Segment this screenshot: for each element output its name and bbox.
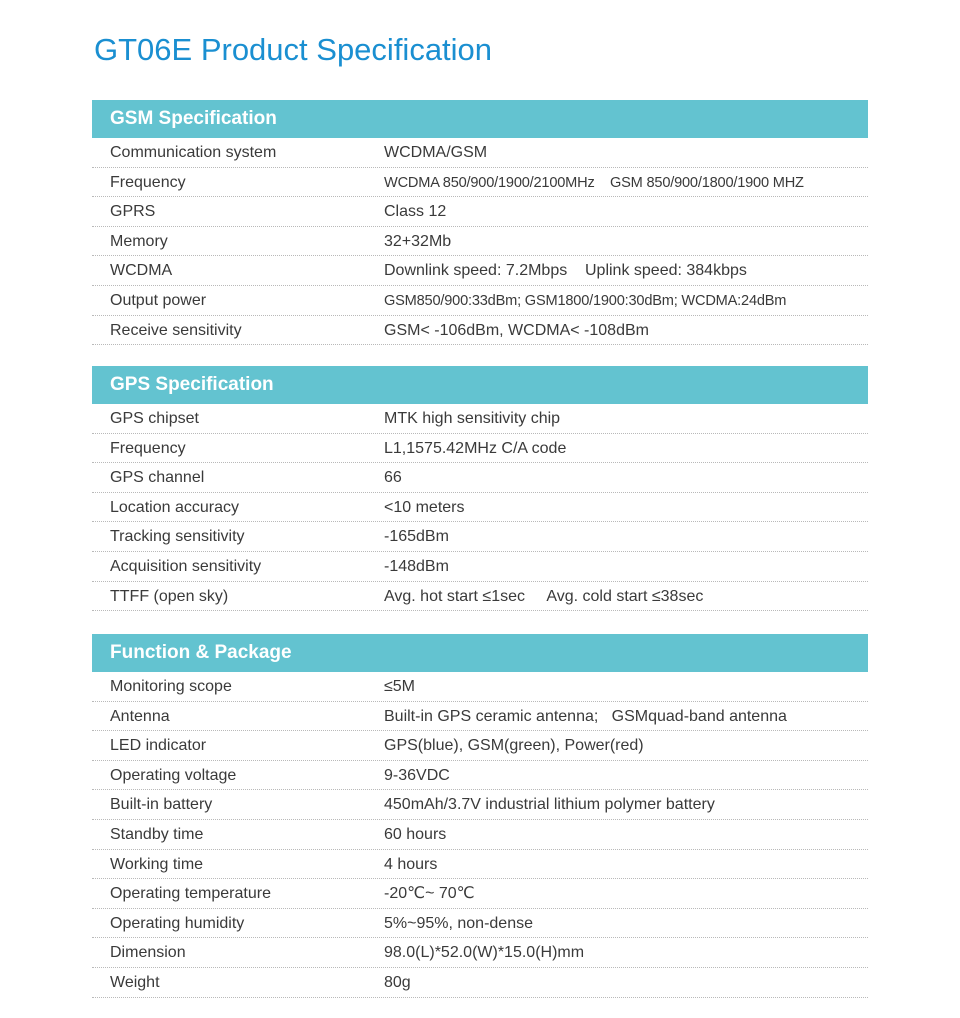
spec-value: -20℃~ 70℃ bbox=[384, 885, 475, 903]
spec-value: GSM850/900:33dBm; GSM1800/1900:30dBm; WCDMA:24dBm bbox=[384, 292, 787, 309]
spec-value: MTK high sensitivity chip bbox=[384, 410, 561, 427]
spec-row bbox=[92, 761, 868, 791]
spec-label: GPS channel bbox=[110, 469, 205, 487]
spec-row bbox=[92, 434, 868, 464]
spec-label: Tracking sensitivity bbox=[110, 528, 245, 546]
spec-table bbox=[92, 672, 868, 998]
spec-label: Communication system bbox=[110, 144, 277, 161]
function-package-section bbox=[92, 634, 868, 998]
spec-value: Built-in GPS ceramic antenna; GSMquad-band antenna bbox=[384, 707, 787, 725]
spec-label: Antenna bbox=[110, 707, 170, 725]
spec-table bbox=[92, 404, 868, 611]
spec-label: Built-in battery bbox=[110, 796, 213, 814]
spec-label: Memory bbox=[110, 232, 168, 250]
spec-row bbox=[92, 850, 868, 880]
spec-value: Class 12 bbox=[384, 203, 447, 221]
gps-specification-section bbox=[92, 366, 868, 611]
spec-row bbox=[92, 256, 868, 286]
spec-value: 450mAh/3.7V industrial lithium polymer battery bbox=[384, 796, 715, 814]
spec-row bbox=[92, 197, 868, 227]
spec-value: -148dBm bbox=[384, 557, 449, 575]
spec-value: 98.0(L)*52.0(W)*15.0(H)mm bbox=[384, 944, 585, 962]
spec-row bbox=[92, 286, 868, 316]
spec-label: GPRS bbox=[110, 203, 156, 221]
spec-value: -165dBm bbox=[384, 528, 449, 546]
spec-row bbox=[92, 820, 868, 850]
spec-row bbox=[92, 493, 868, 523]
spec-row bbox=[92, 552, 868, 582]
spec-label: TTFF (open sky) bbox=[110, 587, 229, 605]
spec-row bbox=[92, 909, 868, 939]
spec-value: WCDMA/GSM bbox=[384, 144, 488, 161]
spec-row bbox=[92, 404, 868, 434]
spec-value: 32+32Mb bbox=[384, 232, 452, 250]
spec-row bbox=[92, 938, 868, 968]
spec-label: WCDMA bbox=[110, 262, 173, 280]
spec-label: GPS chipset bbox=[110, 410, 199, 427]
spec-label: Operating temperature bbox=[110, 885, 271, 903]
section-heading: GPS Specification bbox=[92, 366, 868, 404]
spec-value: 80g bbox=[384, 973, 411, 991]
spec-label: Operating humidity bbox=[110, 914, 245, 932]
spec-label: Working time bbox=[110, 855, 204, 873]
spec-value: GSM< -106dBm, WCDMA< -108dBm bbox=[384, 321, 649, 339]
spec-value: Avg. hot start ≤1sec Avg. cold start ≤38sec bbox=[384, 587, 704, 605]
spec-label: Monitoring scope bbox=[110, 678, 232, 695]
spec-value: L1,1575.42MHz C/A code bbox=[384, 439, 567, 457]
spec-row bbox=[92, 227, 868, 257]
spec-value: 9-36VDC bbox=[384, 766, 450, 784]
spec-label: Frequency bbox=[110, 173, 186, 191]
spec-row bbox=[92, 168, 868, 198]
spec-row bbox=[92, 790, 868, 820]
spec-row bbox=[92, 582, 868, 612]
spec-label: Weight bbox=[110, 973, 160, 991]
page-title: GT06E Product Specification bbox=[94, 32, 493, 67]
spec-row bbox=[92, 316, 868, 346]
spec-row bbox=[92, 138, 868, 168]
spec-row bbox=[92, 463, 868, 493]
spec-label: Dimension bbox=[110, 944, 186, 962]
spec-value: 66 bbox=[384, 469, 402, 487]
spec-label: Location accuracy bbox=[110, 498, 239, 516]
spec-label: Acquisition sensitivity bbox=[110, 557, 262, 575]
section-heading: GSM Specification bbox=[92, 100, 868, 138]
spec-label: Output power bbox=[110, 291, 207, 309]
spec-row bbox=[92, 731, 868, 761]
spec-value: GPS(blue), GSM(green), Power(red) bbox=[384, 737, 644, 755]
spec-label: Standby time bbox=[110, 825, 204, 843]
spec-value: <10 meters bbox=[384, 498, 465, 516]
spec-value: 4 hours bbox=[384, 855, 438, 873]
gsm-specification-section bbox=[92, 100, 868, 345]
spec-label: Operating voltage bbox=[110, 766, 237, 784]
spec-value: Downlink speed: 7.2Mbps Uplink speed: 384kbps bbox=[384, 262, 747, 280]
spec-label: Frequency bbox=[110, 439, 186, 457]
spec-row bbox=[92, 702, 868, 732]
spec-value: 5%~95%, non-dense bbox=[384, 914, 533, 932]
spec-table bbox=[92, 138, 868, 345]
spec-label: LED indicator bbox=[110, 737, 207, 755]
spec-value: ≤5M bbox=[384, 678, 416, 695]
spec-row bbox=[92, 879, 868, 909]
spec-row bbox=[92, 522, 868, 552]
spec-value: WCDMA 850/900/1900/2100MHz GSM 850/900/1800/1900 MHZ bbox=[384, 174, 804, 191]
spec-row bbox=[92, 672, 868, 702]
section-heading: Function & Package bbox=[92, 634, 868, 672]
spec-row bbox=[92, 968, 868, 998]
spec-label: Receive sensitivity bbox=[110, 321, 242, 339]
spec-value: 60 hours bbox=[384, 825, 447, 843]
